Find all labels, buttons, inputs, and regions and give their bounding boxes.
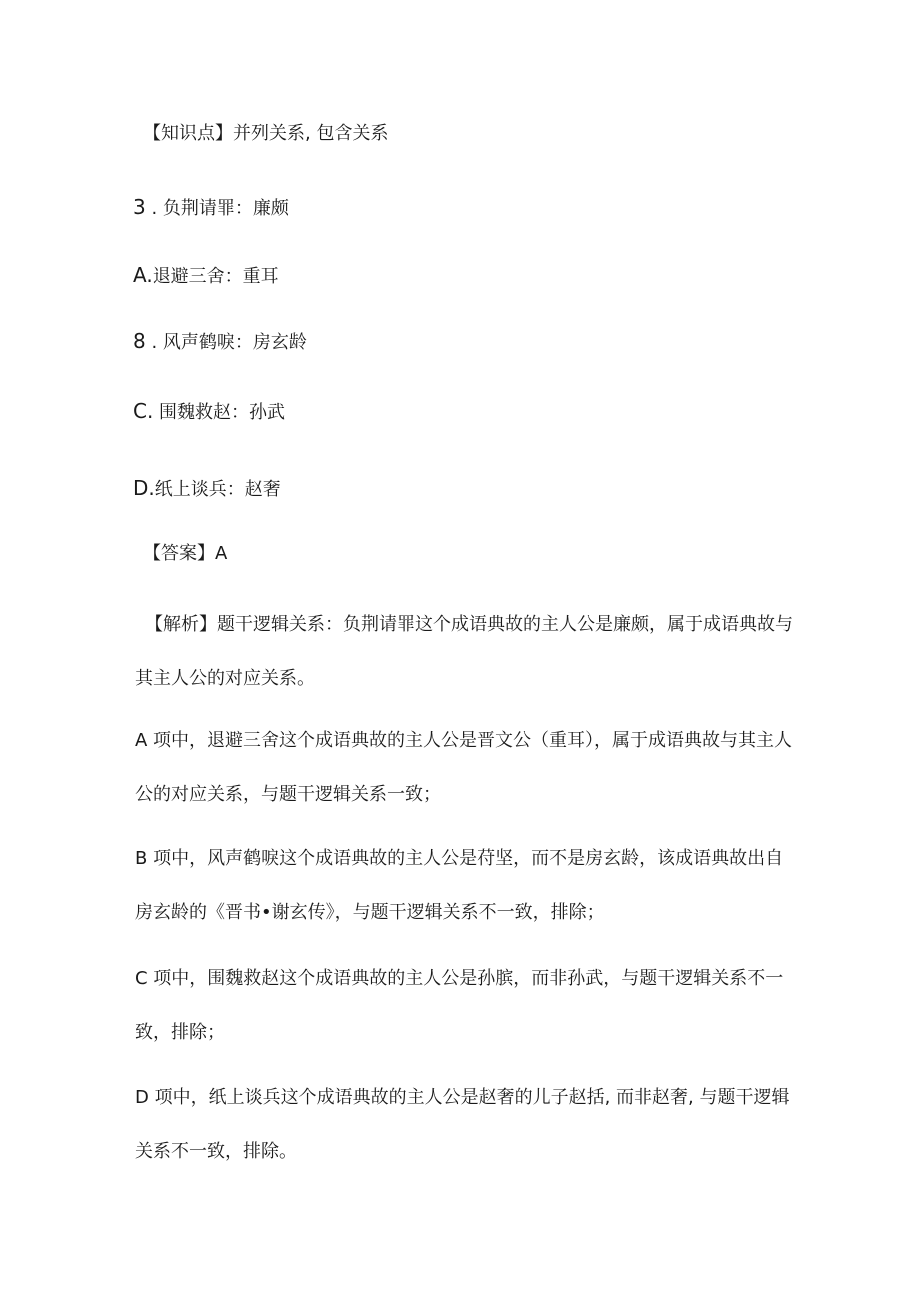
option-d <box>133 477 281 501</box>
option-label: 8 <box>133 329 146 353</box>
option-label: C. <box>133 399 154 423</box>
option-text: 围魏救赵：孙武 <box>153 402 286 423</box>
question-number: 3 <box>133 195 146 219</box>
analysis-option-d: D 项中，纸上谈兵这个成语典故的主人公是赵奢的儿子赵括, 而非赵奢, 与题干逻辑关系不一致，排除。 <box>135 1087 790 1162</box>
option-label: A. <box>133 263 153 287</box>
answer: 【答案】A <box>143 543 228 564</box>
option-text: . 风声鹤唳：房玄龄 <box>145 332 307 353</box>
option-c <box>133 400 285 424</box>
analysis-option-c: C 项中，围魏救赵这个成语典故的主人公是孙膑，而非孙武，与题干逻辑关系不一致，排除； <box>135 968 784 1043</box>
option-b <box>133 330 307 354</box>
option-text: 纸上谈兵：赵奢 <box>154 479 281 500</box>
option-a <box>133 264 279 288</box>
analysis-intro: 【解析】题干逻辑关系：负荆请罪这个成语典故的主人公是廉颇，属于成语典故与其主人公的对应关系。 <box>135 614 793 689</box>
option-text: 退避三舍：重耳 <box>152 266 279 287</box>
analysis-option-a: A 项中，退避三舍这个成语典故的主人公是晋文公（重耳），属于成语典故与其主人公的对应关系，与题干逻辑关系一致； <box>135 730 793 805</box>
knowledge-point: 【知识点】并列关系, 包含关系 <box>143 123 389 144</box>
analysis-option-b: B 项中，风声鹤唳这个成语典故的主人公是苻坚，而不是房玄龄，该成语典故出自房玄龄的《晋书•谢玄传》，与题干逻辑关系不一致，排除； <box>135 848 784 923</box>
question-text: . 负荆请罪：廉颇 <box>145 198 289 219</box>
option-label: D. <box>133 476 155 500</box>
question-stem <box>133 196 289 220</box>
